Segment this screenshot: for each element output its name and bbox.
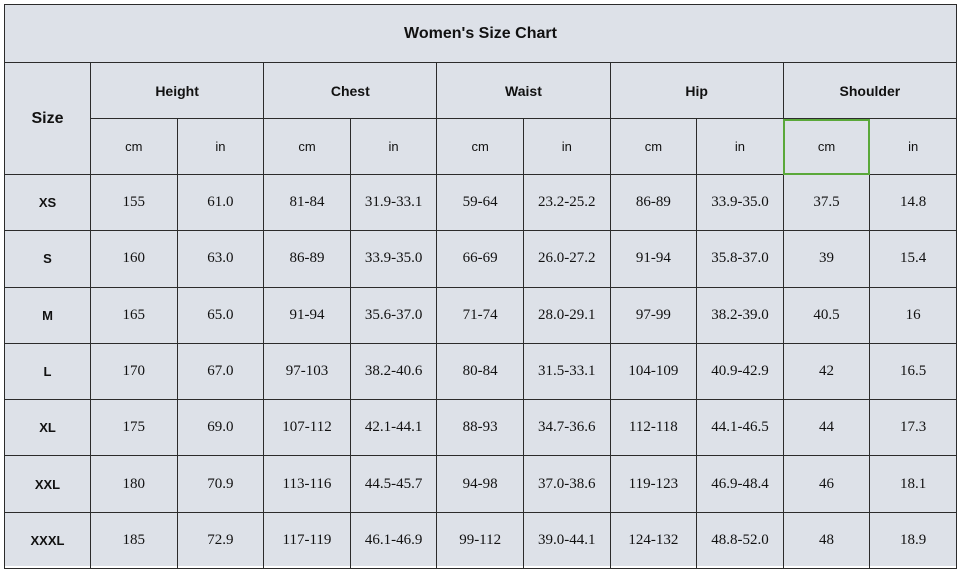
group-header-chest: Chest xyxy=(264,63,437,119)
group-header-waist: Waist xyxy=(437,63,610,119)
unit-header-cell: cm xyxy=(264,119,351,175)
size-label-cell: S xyxy=(5,231,91,287)
value-cell: 175 xyxy=(91,400,178,456)
table-row xyxy=(5,175,957,231)
value-cell: 88-93 xyxy=(437,400,524,456)
value-cell: 107-112 xyxy=(264,400,351,456)
value-cell: 46 xyxy=(783,456,870,512)
value-cell: 40.9-42.9 xyxy=(697,343,784,399)
table-row xyxy=(5,456,957,512)
value-cell: 18.1 xyxy=(870,456,957,512)
value-cell: 86-89 xyxy=(610,175,697,231)
value-cell: 117-119 xyxy=(264,512,351,568)
value-cell: 44.5-45.7 xyxy=(350,456,437,512)
value-cell: 37.0-38.6 xyxy=(523,456,610,512)
value-cell: 26.0-27.2 xyxy=(523,231,610,287)
unit-header-cell: cm xyxy=(91,119,178,175)
value-cell: 16.5 xyxy=(870,343,957,399)
value-cell: 46.9-48.4 xyxy=(697,456,784,512)
table-row xyxy=(5,343,957,399)
table-row xyxy=(5,231,957,287)
value-cell: 113-116 xyxy=(264,456,351,512)
value-cell: 80-84 xyxy=(437,343,524,399)
value-cell: 124-132 xyxy=(610,512,697,568)
size-label-cell: L xyxy=(5,343,91,399)
unit-header-cell: in xyxy=(177,119,264,175)
value-cell: 97-103 xyxy=(264,343,351,399)
value-cell: 160 xyxy=(91,231,178,287)
value-cell: 119-123 xyxy=(610,456,697,512)
value-cell: 31.5-33.1 xyxy=(523,343,610,399)
value-cell: 48.8-52.0 xyxy=(697,512,784,568)
value-cell: 61.0 xyxy=(177,175,264,231)
value-cell: 155 xyxy=(91,175,178,231)
value-cell: 71-74 xyxy=(437,287,524,343)
value-cell: 33.9-35.0 xyxy=(697,175,784,231)
value-cell: 39.0-44.1 xyxy=(523,512,610,568)
unit-header-cell: cm xyxy=(610,119,697,175)
value-cell: 38.2-40.6 xyxy=(350,343,437,399)
value-cell: 15.4 xyxy=(870,231,957,287)
unit-header-cell: in xyxy=(523,119,610,175)
value-cell: 180 xyxy=(91,456,178,512)
unit-header-cell: in xyxy=(870,119,957,175)
value-cell: 170 xyxy=(91,343,178,399)
value-cell: 40.5 xyxy=(783,287,870,343)
value-cell: 165 xyxy=(91,287,178,343)
value-cell: 17.3 xyxy=(870,400,957,456)
value-cell: 91-94 xyxy=(610,231,697,287)
value-cell: 66-69 xyxy=(437,231,524,287)
value-cell: 16 xyxy=(870,287,957,343)
size-label-cell: XL xyxy=(5,400,91,456)
table-row xyxy=(5,287,957,343)
value-cell: 72.9 xyxy=(177,512,264,568)
value-cell: 63.0 xyxy=(177,231,264,287)
table-row xyxy=(5,400,957,456)
unit-header-cell: in xyxy=(350,119,437,175)
value-cell: 104-109 xyxy=(610,343,697,399)
value-cell: 46.1-46.9 xyxy=(350,512,437,568)
value-cell: 18.9 xyxy=(870,512,957,568)
value-cell: 112-118 xyxy=(610,400,697,456)
chart-title: Women's Size Chart xyxy=(5,5,957,63)
value-cell: 44 xyxy=(783,400,870,456)
value-cell: 39 xyxy=(783,231,870,287)
value-cell: 86-89 xyxy=(264,231,351,287)
group-header-hip: Hip xyxy=(610,63,783,119)
value-cell: 59-64 xyxy=(437,175,524,231)
size-label-cell: XS xyxy=(5,175,91,231)
size-label-cell: XXXL xyxy=(5,512,91,568)
size-chart-table xyxy=(4,4,957,569)
value-cell: 42.1-44.1 xyxy=(350,400,437,456)
group-header-shoulder: Shoulder xyxy=(783,63,956,119)
table-row xyxy=(5,512,957,568)
value-cell: 14.8 xyxy=(870,175,957,231)
value-cell: 35.8-37.0 xyxy=(697,231,784,287)
value-cell: 70.9 xyxy=(177,456,264,512)
value-cell: 34.7-36.6 xyxy=(523,400,610,456)
value-cell: 97-99 xyxy=(610,287,697,343)
group-header-height: Height xyxy=(91,63,264,119)
value-cell: 31.9-33.1 xyxy=(350,175,437,231)
value-cell: 37.5 xyxy=(783,175,870,231)
size-column-header: Size xyxy=(5,63,91,175)
value-cell: 48 xyxy=(783,512,870,568)
size-label-cell: XXL xyxy=(5,456,91,512)
value-cell: 38.2-39.0 xyxy=(697,287,784,343)
unit-header-row xyxy=(5,119,957,175)
value-cell: 91-94 xyxy=(264,287,351,343)
value-cell: 35.6-37.0 xyxy=(350,287,437,343)
value-cell: 185 xyxy=(91,512,178,568)
value-cell: 42 xyxy=(783,343,870,399)
value-cell: 67.0 xyxy=(177,343,264,399)
size-label-cell: M xyxy=(5,287,91,343)
value-cell: 44.1-46.5 xyxy=(697,400,784,456)
size-rows xyxy=(5,175,957,569)
unit-header-cell: in xyxy=(697,119,784,175)
value-cell: 28.0-29.1 xyxy=(523,287,610,343)
unit-header-cell-selected[interactable]: cm xyxy=(783,119,870,175)
value-cell: 69.0 xyxy=(177,400,264,456)
value-cell: 65.0 xyxy=(177,287,264,343)
value-cell: 81-84 xyxy=(264,175,351,231)
value-cell: 99-112 xyxy=(437,512,524,568)
value-cell: 94-98 xyxy=(437,456,524,512)
unit-header-cell: cm xyxy=(437,119,524,175)
value-cell: 33.9-35.0 xyxy=(350,231,437,287)
size-chart-sheet xyxy=(4,4,956,566)
value-cell: 23.2-25.2 xyxy=(523,175,610,231)
